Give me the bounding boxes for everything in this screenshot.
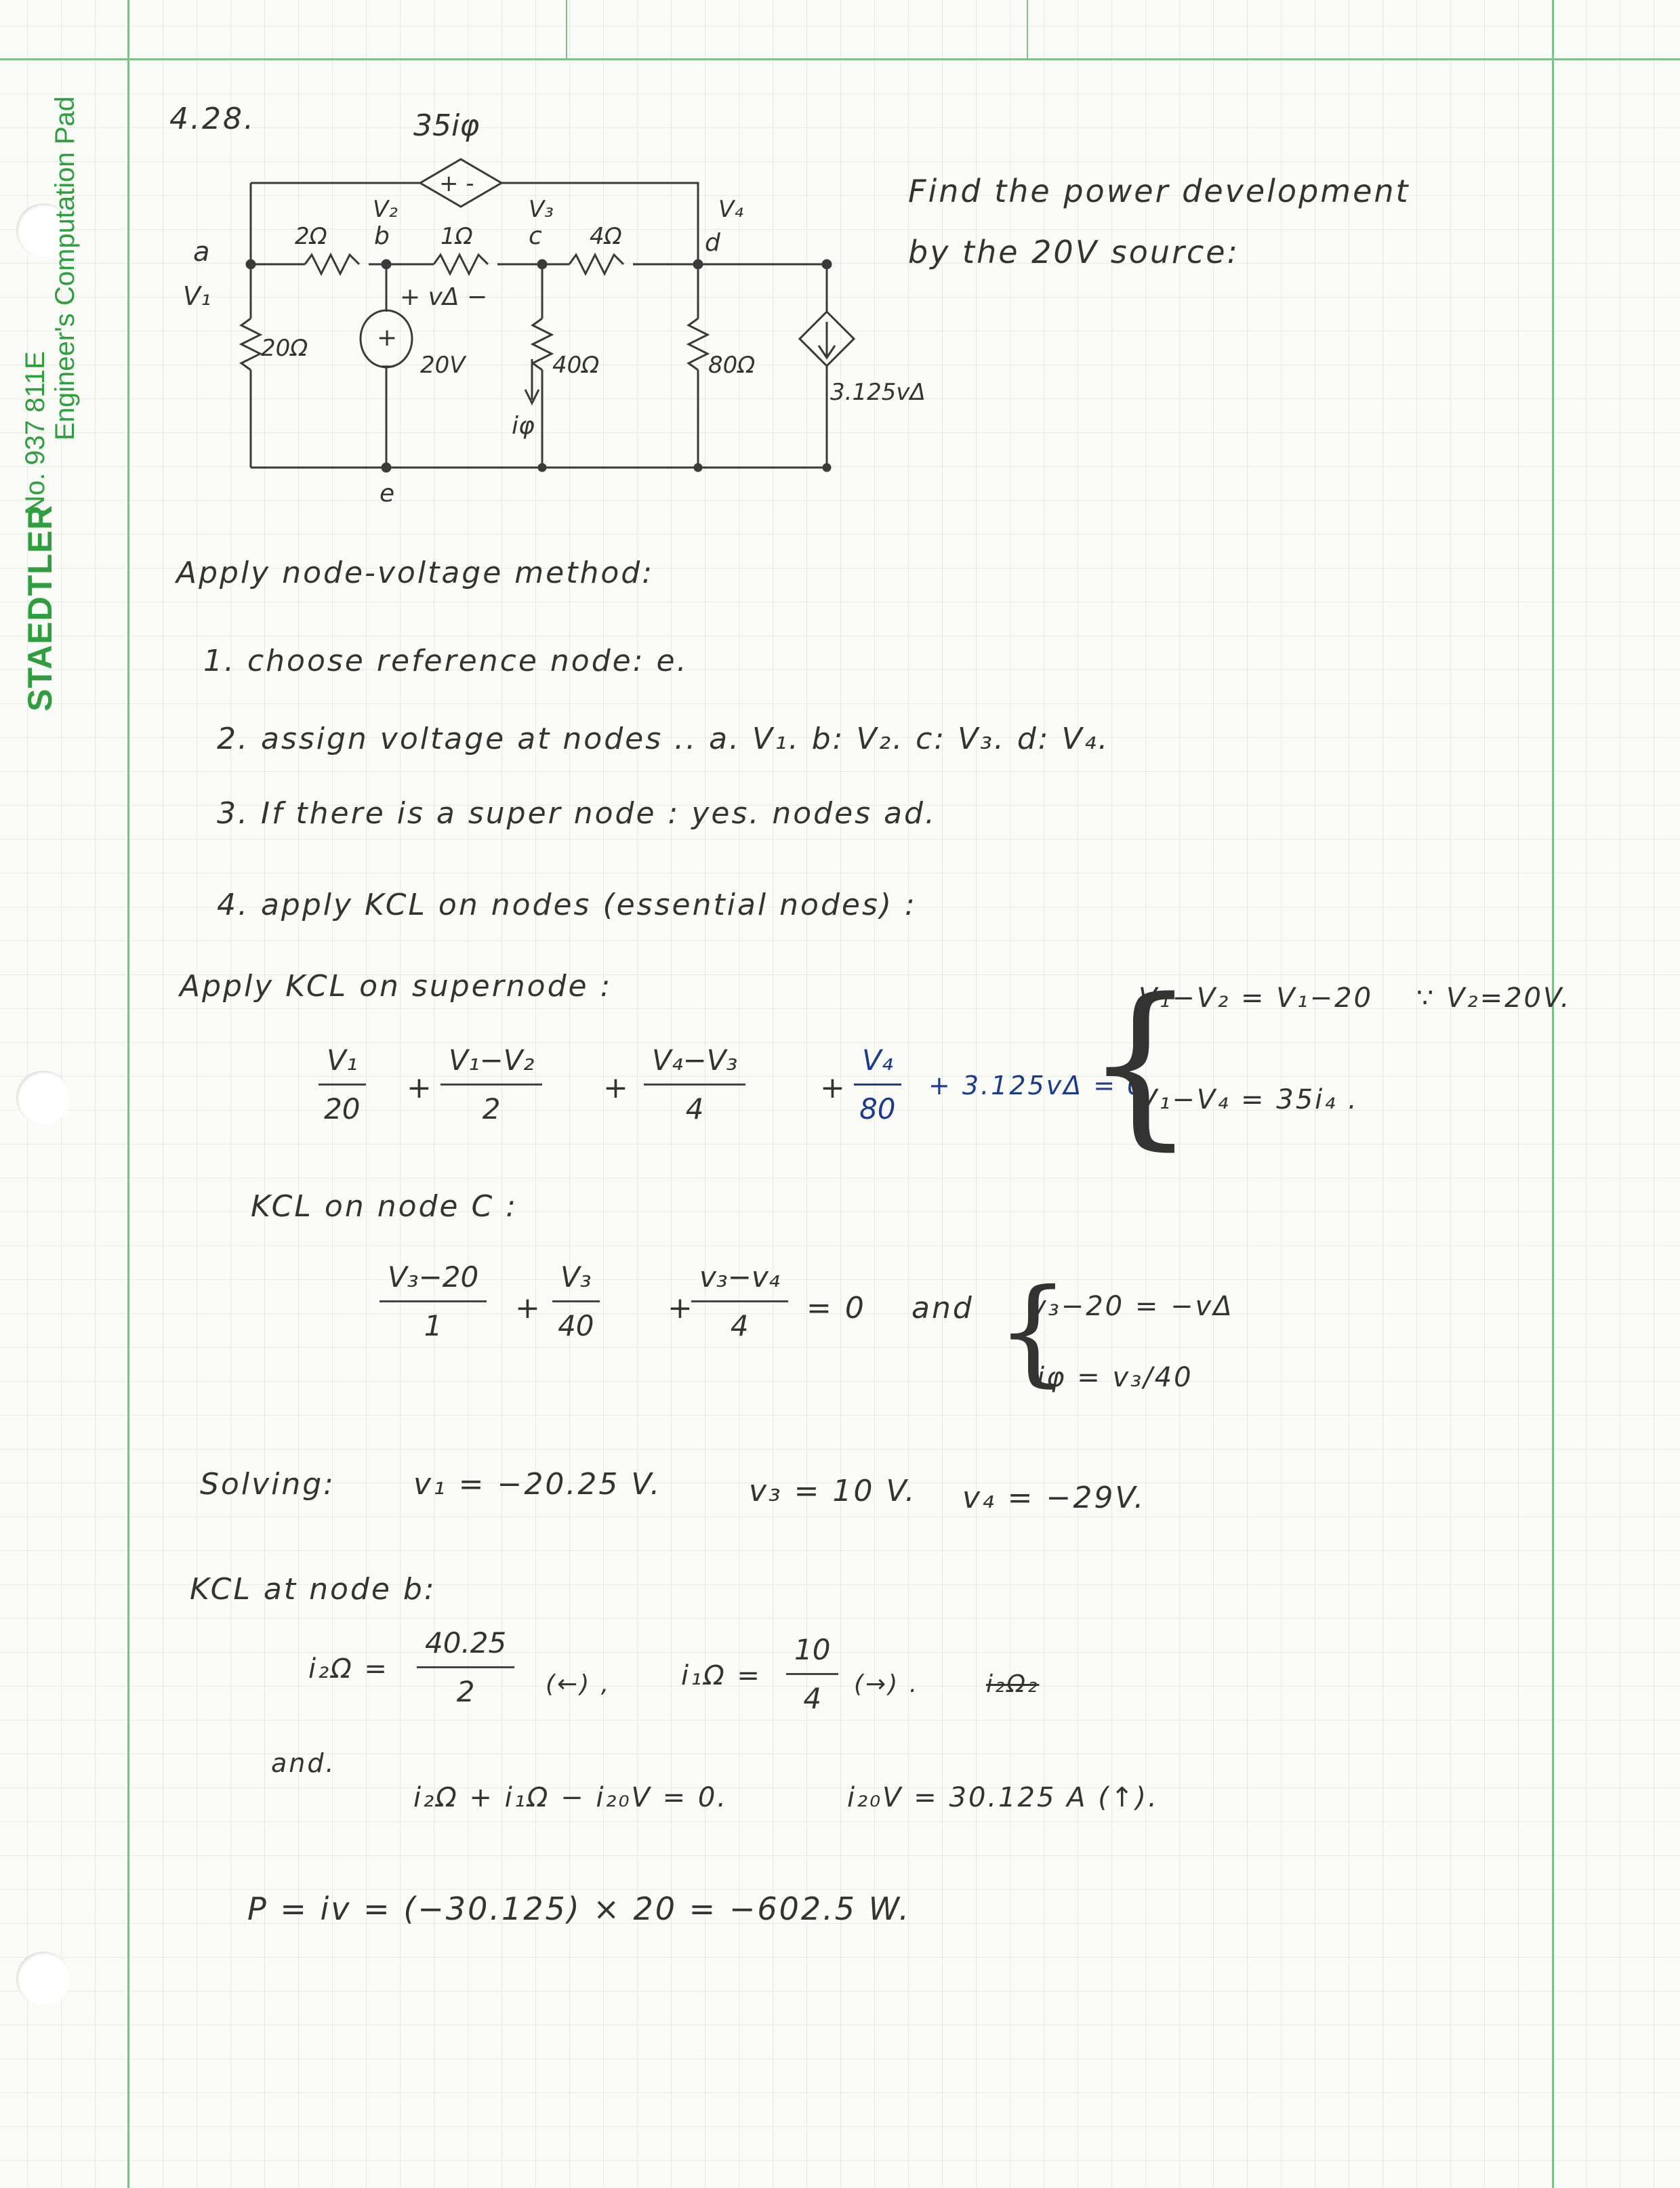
node-c-and: and — [911, 1291, 974, 1325]
svg-text:d: d — [705, 229, 720, 257]
resistor-20ohm — [241, 318, 260, 370]
solving-label: Solving: — [200, 1467, 335, 1502]
svg-text:+: + — [377, 324, 398, 352]
fraction-v4-80: $\frac{\text{V₄}}{80}$ — [854, 1044, 901, 1126]
computation-pad-page: STAEDTLER No. 937 811E Engineer's Computation Pad 4.28. Find the power development by the 20V source: + - 35iφ a V₁ 2Ω V₂ b 1Ω V₃ c 4Ω d V₄ + vΔ − 20Ω + − 20V 40Ω iφ 80Ω 3.125vΔ e Apply node-voltage method: 1. choose reference node: e. 2. assign voltage at nodes .. a. V₁. b: V₂. c: V₃. d: V₄. 3. If there is a super node : yes. nodes ad. 4. apply KCL on nodes (essential nodes) : Apply KCL on supernode : $\frac{\text{V₁}}{20}$ + $\frac{\text{V₁−V₂}}{2}$ + $\frac{\text{V₄−V₃}}{4}$ + $\frac{\text{V₄}}{80}$ + 3.125vΔ = 0 { V₁−V₂ = V₁−20 ∵ V₂=20V. V₁−V₄ = 35i₄ . KCL on node C : $\frac{\text{V₃−20}}{1}$ + $\frac{\text{V₃}}{40}$ + $\frac{\text{v₃−v₄}}{4}$ = 0 and { v₃−20 = −vΔ iφ = v₃/40 Solving: v₁ = −20.25 V. v₃ = 10 V. v₄ = −29V. KCL at node b: i₂Ω = $\frac{40.25}{2}$ (←) , i₁Ω = $\frac{10}{4}$ (→) . i₂Ω₂ and. i₂Ω + i₁Ω − i₂₀V = 0. i₂₀V = 30.125 A (↑). P = iv = (−30.125) × 20 = −602.5 W. — [0, 0, 1680, 2188]
i1ohm-lhs: i₁Ω = — [681, 1660, 762, 1691]
step-1: 1. choose reference node: e. — [203, 644, 689, 678]
supernode-tail: + 3.125vΔ = 0 — [928, 1071, 1146, 1100]
resistor-1ohm — [434, 255, 488, 274]
svg-text:V₃: V₃ — [529, 196, 554, 223]
svg-text:20V: 20V — [420, 352, 466, 379]
fraction-i1ohm: $\frac{10}{4}$ — [786, 1633, 838, 1715]
svg-text:V₄: V₄ — [718, 196, 743, 223]
left-margin-line — [127, 0, 129, 2188]
resistor-4ohm — [569, 255, 623, 274]
step-3: 3. If there is a super node : yes. nodes ad. — [217, 796, 937, 831]
svg-text:a: a — [193, 236, 210, 268]
i2ohm-direction: (←) , — [546, 1670, 611, 1698]
fraction-v1-v2-2: $\frac{\text{V₁−V₂}}{2}$ — [441, 1044, 542, 1126]
node-e-dot — [382, 463, 390, 472]
right-margin-line — [1552, 0, 1554, 2188]
top-margin-line — [0, 58, 1680, 60]
pad-title: Engineer's Computation Pad — [50, 96, 80, 440]
svg-text:2Ω: 2Ω — [295, 223, 327, 250]
svg-text:e: e — [380, 480, 395, 508]
svg-text:3.125vΔ: 3.125vΔ — [830, 379, 926, 406]
solution-v4: v₄ = −29V. — [962, 1481, 1146, 1515]
constraint-1-note: ∵ V₂=20V. — [1416, 983, 1572, 1014]
kcl-node-c-label: KCL on node C : — [251, 1189, 518, 1224]
resistor-40ohm — [533, 318, 552, 370]
method-heading: Apply node-voltage method: — [176, 556, 655, 590]
svg-text:c: c — [529, 222, 542, 250]
circuit-diagram — [136, 102, 1017, 522]
step-4: 4. apply KCL on nodes (essential nodes) : — [217, 888, 917, 922]
fraction-v3-v4-4: $\frac{\text{v₃−v₄}}{4}$ — [691, 1260, 788, 1342]
power-equation: P = iv = (−30.125) × 20 = −602.5 W. — [247, 1891, 911, 1927]
constraint-1: V₁−V₂ = V₁−20 — [1139, 983, 1374, 1014]
punch-hole — [16, 1952, 70, 2006]
svg-text:iφ: iφ — [512, 412, 535, 440]
pad-model-number: No. 937 811E — [20, 351, 50, 515]
task-line-1: Find the power development — [908, 173, 1410, 209]
header-divider-2 — [1027, 0, 1028, 58]
header-divider-1 — [566, 0, 567, 58]
node-b-sum-eq: i₂Ω + i₁Ω − i₂₀V = 0. — [413, 1782, 728, 1813]
step-2: 2. assign voltage at nodes .. a. V₁. b: V₂. c: V₃. d: V₄. — [217, 722, 1110, 756]
brace-supernode: { — [1084, 962, 1197, 1166]
fraction-v3-20-1: $\frac{\text{V₃−20}}{1}$ — [380, 1260, 487, 1342]
scribble: i₂Ω₂ — [986, 1670, 1040, 1698]
i2ohm-lhs: i₂Ω = — [308, 1653, 389, 1685]
solution-v1: v₁ = −20.25 V. — [413, 1467, 662, 1502]
brace-node-c: { — [996, 1264, 1070, 1399]
task-line-2: by the 20V source: — [908, 234, 1240, 270]
brand-name: STAEDTLER — [21, 504, 59, 711]
svg-text:V₂: V₂ — [373, 196, 398, 223]
i1ohm-direction: (→) . — [854, 1670, 920, 1698]
fraction-v3-40: $\frac{\text{V₃}}{40}$ — [552, 1260, 600, 1342]
svg-text:80Ω: 80Ω — [708, 352, 756, 379]
svg-text:−: − — [380, 354, 397, 378]
fraction-v4-v3-4: $\frac{\text{V₄−V₃}}{4}$ — [644, 1044, 745, 1126]
node-c-equals-zero: = 0 — [806, 1291, 866, 1325]
resistor-2ohm — [305, 255, 359, 274]
svg-text:20Ω: 20Ω — [261, 335, 308, 362]
svg-text:40Ω: 40Ω — [552, 352, 600, 379]
constraint-2: V₁−V₄ = 35i₄ . — [1139, 1084, 1359, 1115]
svg-text:V₁: V₁ — [183, 281, 211, 311]
svg-text:4Ω: 4Ω — [590, 223, 622, 250]
punch-hole — [16, 1071, 70, 1125]
svg-text:+ vΔ −: + vΔ − — [400, 283, 488, 311]
kcl-node-b-label: KCL at node b: — [190, 1572, 436, 1607]
pad-spine-label — [20, 34, 102, 711]
node-c-constraint-1: v₃−20 = −vΔ — [1030, 1291, 1234, 1322]
dep-source-label: 35iφ — [413, 108, 480, 143]
kcl-supernode-label: Apply KCL on supernode : — [180, 969, 613, 1004]
fraction-v1-20: $\frac{\text{V₁}}{20}$ — [319, 1044, 366, 1126]
i20v-result: i₂₀V = 30.125 A (↑). — [847, 1782, 1159, 1813]
dep-source-sign: + - — [439, 170, 474, 197]
problem-number: 4.28. — [169, 102, 255, 136]
svg-text:1Ω: 1Ω — [441, 223, 473, 250]
fraction-i2ohm: $\frac{40.25}{2}$ — [417, 1626, 514, 1708]
node-c-constraint-2: iφ = v₃/40 — [1037, 1362, 1193, 1393]
resistor-80ohm — [689, 318, 708, 370]
node-b-and: and. — [271, 1748, 336, 1778]
solution-v3: v₃ = 10 V. — [749, 1474, 917, 1508]
svg-text:b: b — [374, 222, 390, 250]
